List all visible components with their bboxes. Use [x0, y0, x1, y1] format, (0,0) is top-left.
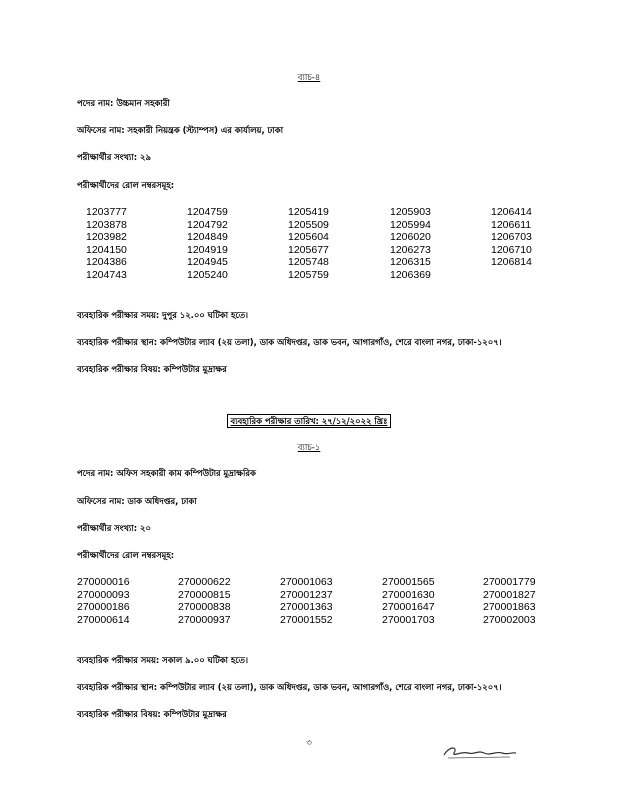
roll-number: 1205759: [288, 268, 329, 281]
roll-number: 270000186: [77, 601, 130, 614]
roll-number: 270000838: [178, 601, 231, 614]
batch1-office: অফিসের নাম: ডাক অধিদপ্তর, ঢাকা: [77, 496, 197, 506]
roll-number: 270001363: [280, 601, 333, 614]
roll-number: 1206020: [390, 231, 431, 244]
roll-number: 1206814: [491, 256, 532, 269]
roll-number: 1204945: [187, 256, 228, 269]
roll-number: 1206414: [491, 206, 532, 218]
roll-number: 1204792: [187, 218, 228, 231]
roll-number: 1205903: [390, 206, 431, 218]
batch4-office: অফিসের নাম: সহকারী নিয়ন্ত্রক (স্ট্যাম্পস) এর কার্যালয়, ঢাকা: [77, 125, 284, 135]
roll-number: 270001863: [483, 601, 536, 614]
roll-number: 270001647: [382, 601, 435, 614]
batch1-post: পদের নাম: অফিস সহকারী কাম কম্পিউটার মুদ্রাক্ষরিক: [77, 468, 256, 478]
batch4-subject: ব্যবহারিক পরীক্ষার বিষয়: কম্পিউটার মুদ্রাক্ষর: [77, 364, 227, 374]
roll-number: 270001063: [280, 576, 333, 588]
roll-number: 1204743: [86, 268, 127, 281]
roll-number: 1204386: [86, 256, 127, 269]
batch4-roll-heading: পরীক্ষার্থীদের রোল নম্বরসমূহ:: [77, 180, 175, 190]
roll-number: 270000937: [178, 613, 231, 626]
roll-number: 1204849: [187, 231, 228, 244]
roll-number: 1203982: [86, 231, 127, 244]
roll-number: 270000016: [77, 576, 130, 588]
roll-number: 270001565: [382, 576, 435, 588]
roll-number: 1206710: [491, 243, 532, 256]
roll-number: 1206273: [390, 243, 431, 256]
roll-number: 270001827: [483, 588, 536, 601]
page-number: ৩: [306, 737, 312, 747]
roll-number: 270001237: [280, 588, 333, 601]
batch4-count: পরীক্ষার্থীর সংখ্যা: ২৯: [77, 152, 151, 162]
batch1-roll-table: [77, 576, 573, 626]
batch1-time: ব্যবহারিক পরীক্ষার সময়: সকাল ৯.০০ ঘটিকা হতে।: [77, 655, 248, 665]
roll-number: 1206611: [491, 218, 532, 231]
batch4-post: পদের নাম: উচ্চমান সহকারী: [77, 98, 170, 108]
roll-number: 1206315: [390, 256, 431, 269]
batch1-heading: ব্যাচ-১: [297, 442, 321, 452]
roll-number: 1206369: [390, 268, 431, 281]
roll-number: 270002003: [483, 613, 536, 626]
roll-number: 1205748: [288, 256, 329, 269]
roll-number: 270000815: [178, 588, 231, 601]
exam-date-heading: [0, 414, 618, 428]
roll-number: 270000614: [77, 613, 130, 626]
roll-number: 1205677: [288, 243, 329, 256]
batch1-count: পরীক্ষার্থীর সংখ্যা: ২০: [77, 523, 151, 533]
signature-image: [440, 741, 520, 763]
roll-number: 1204759: [187, 206, 228, 218]
roll-number: 1205240: [187, 268, 228, 281]
batch4-heading: ব্যাচ-৪: [297, 72, 321, 82]
roll-number: 1205604: [288, 231, 329, 244]
batch1-roll-heading: পরীক্ষার্থীদের রোল নম্বরসমূহ:: [77, 550, 175, 560]
roll-number: 270000093: [77, 588, 130, 601]
roll-number: 1206703: [491, 231, 532, 244]
roll-number: 270000622: [178, 576, 231, 588]
roll-number: 1204919: [187, 243, 228, 256]
roll-number: 1205509: [288, 218, 329, 231]
roll-number: 270001703: [382, 613, 435, 626]
batch1-venue: ব্যবহারিক পরীক্ষার স্থান: কম্পিউটার ল্যাব (২য় তলা), ডাক অধিদপ্তর, ডাক ভবন, আগারগাঁও, শেরে বাংলা নগর, ঢাকা-১২০৭।: [77, 682, 502, 692]
roll-number: 1203878: [86, 218, 127, 231]
batch4-venue: ব্যবহারিক পরীক্ষার স্থান: কম্পিউটার ল্যাব (২য় তলা), ডাক অধিদপ্তর, ডাক ভবন, আগারগাঁও, শেরে বাংলা নগর, ঢাকা-১২০৭।: [77, 337, 502, 347]
batch4-roll-table: [86, 206, 571, 282]
roll-number: 1203777: [86, 206, 127, 218]
batch1-subject: ব্যবহারিক পরীক্ষার বিষয়: কম্পিউটার মুদ্রাক্ষর: [77, 709, 227, 719]
roll-number: 1205419: [288, 206, 329, 218]
exam-date: ব্যবহারিক পরীক্ষার তারিখ: ২৭/১২/২০২২ খ্রিঃ: [227, 414, 392, 428]
roll-number: 1205994: [390, 218, 431, 231]
roll-number: [491, 269, 571, 282]
roll-number: 270001630: [382, 588, 435, 601]
roll-number: 270001552: [280, 613, 333, 626]
roll-number: 270001779: [483, 576, 536, 588]
batch4-time: ব্যবহারিক পরীক্ষার সময়: দুপুর ১২.০০ ঘটিকা হতে।: [77, 310, 249, 320]
roll-number: 1204150: [86, 243, 127, 256]
